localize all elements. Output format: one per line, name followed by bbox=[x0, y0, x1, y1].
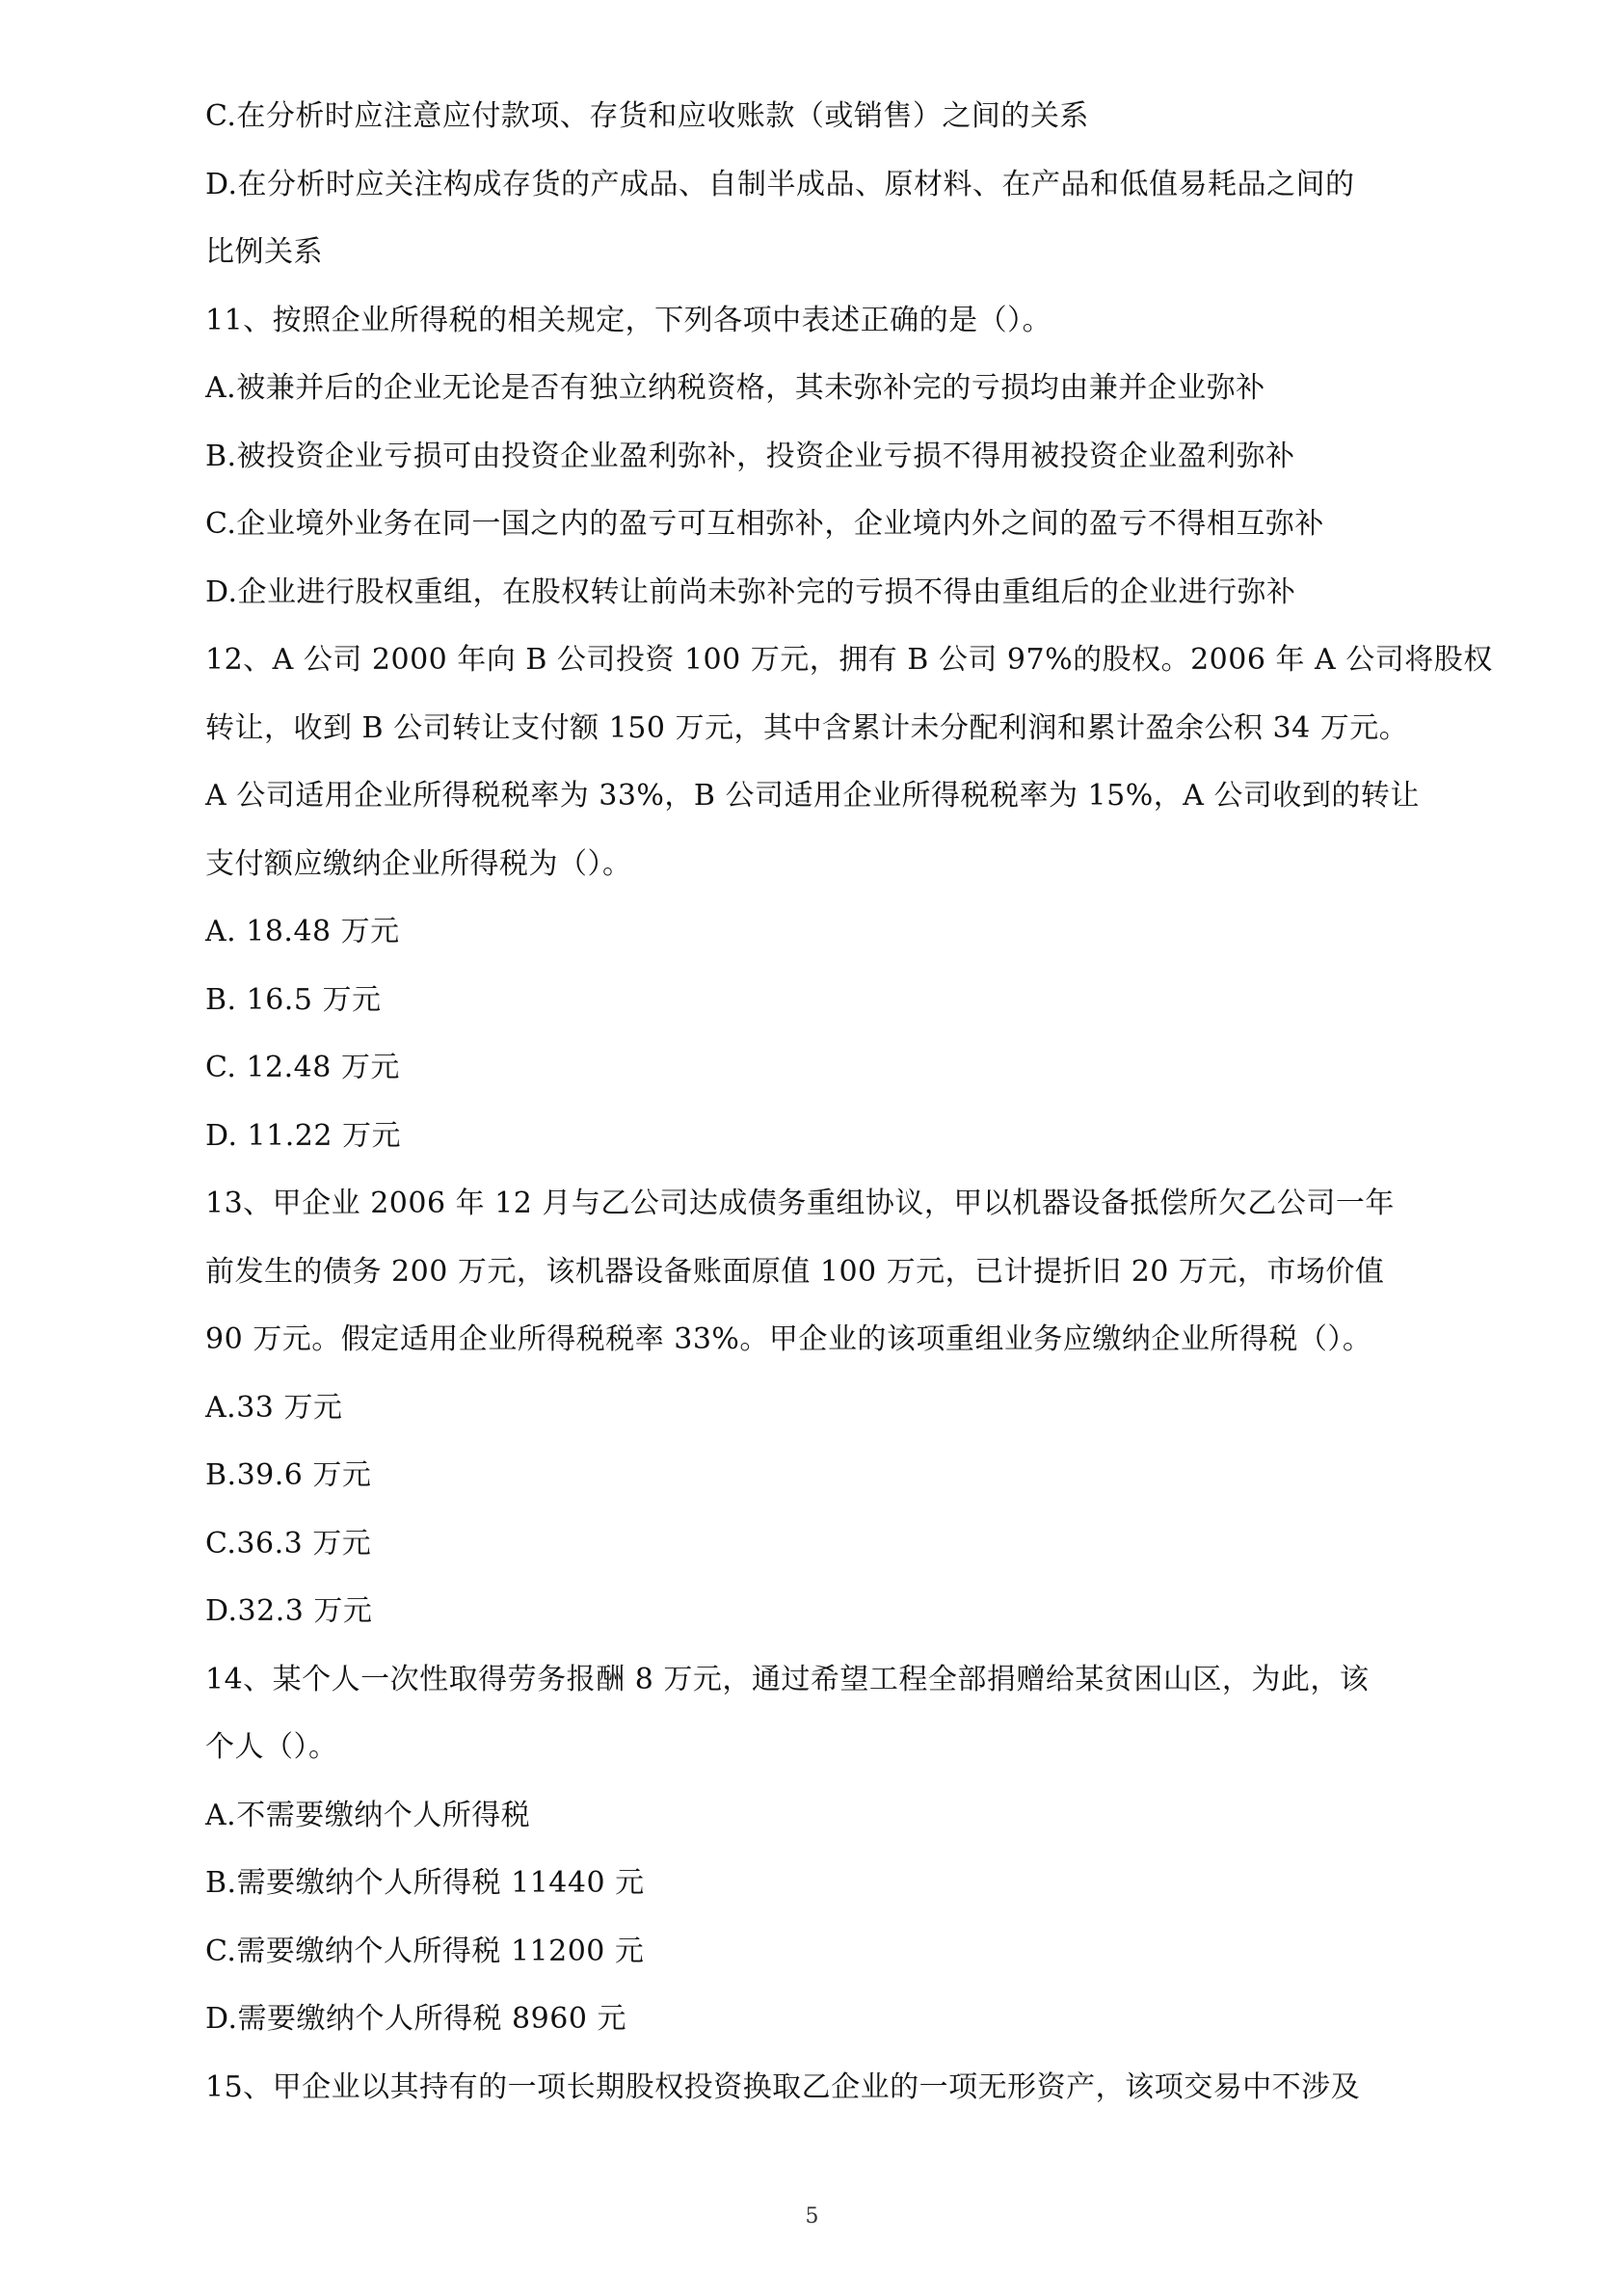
text-line-option-d-q10-cont: 比例关系 bbox=[205, 235, 323, 269]
question-12-stem-line-1: 12、A 公司 2000 年向 B 公司投资 100 万元，拥有 B 公司 97%的股权。2006 年 A 公司将股权 bbox=[205, 643, 1493, 677]
question-13-stem-line-2: 前发生的债务 200 万元，该机器设备账面原值 100 万元，已计提折旧 20 万元，市场价值 bbox=[205, 1254, 1385, 1289]
question-13-option-c: C.36.3 万元 bbox=[205, 1526, 372, 1561]
question-14-option-c: C.需要缴纳个人所得税 11200 元 bbox=[205, 1934, 645, 1968]
page-body bbox=[205, 83, 1493, 2122]
question-11-stem: 11、按照企业所得税的相关规定，下列各项中表述正确的是（）。 bbox=[205, 303, 1052, 337]
question-14-stem-line-1: 14、某个人一次性取得劳务报酬 8 万元，通过希望工程全部捐赠给某贫困山区，为此，该 bbox=[205, 1662, 1370, 1696]
question-11-option-b: B.被投资企业亏损可由投资企业盈利弥补，投资企业亏损不得用被投资企业盈利弥补 bbox=[205, 439, 1295, 473]
question-14-stem-line-2: 个人（）。 bbox=[205, 1730, 338, 1764]
question-12-stem-line-2: 转让，收到 B 公司转让支付额 150 万元，其中含累计未分配利润和累计盈余公积 34 万元。 bbox=[205, 710, 1409, 745]
question-13-option-b: B.39.6 万元 bbox=[205, 1458, 372, 1492]
page-number: 5 bbox=[805, 2204, 819, 2228]
question-13-stem-line-3: 90 万元。假定适用企业所得税税率 33%。甲企业的该项重组业务应缴纳企业所得税（）。 bbox=[205, 1322, 1372, 1356]
question-11-option-c: C.企业境外业务在同一国之内的盈亏可互相弥补，企业境内外之间的盈亏不得相互弥补 bbox=[205, 507, 1324, 541]
question-13-stem-line-1: 13、甲企业 2006 年 12 月与乙公司达成债务重组协议，甲以机器设备抵偿所欠乙公司一年 bbox=[205, 1187, 1395, 1220]
question-12-stem-line-3: A 公司适用企业所得税税率为 33%，B 公司适用企业所得税税率为 15%，A 公司收到的转让 bbox=[205, 779, 1420, 813]
question-12-option-a: A. 18.48 万元 bbox=[205, 915, 400, 948]
question-15-stem-line-1: 15、甲企业以其持有的一项长期股权投资换取乙企业的一项无形资产，该项交易中不涉及 bbox=[205, 2069, 1361, 2104]
text-line-option-c-q10: C.在分析时应注意应付款项、存货和应收账款（或销售）之间的关系 bbox=[205, 99, 1089, 133]
question-14-option-d: D.需要缴纳个人所得税 8960 元 bbox=[205, 2002, 626, 2036]
question-11-option-d: D.企业进行股权重组，在股权转让前尚未弥补完的亏损不得由重组后的企业进行弥补 bbox=[205, 574, 1296, 609]
question-13-option-a: A.33 万元 bbox=[205, 1390, 343, 1425]
question-14-option-a: A.不需要缴纳个人所得税 bbox=[205, 1798, 531, 1832]
text-line-option-d-q10: D.在分析时应关注构成存货的产成品、自制半成品、原材料、在产品和低值易耗品之间的 bbox=[205, 167, 1355, 201]
question-12-stem-line-4: 支付额应缴纳企业所得税为（）。 bbox=[205, 846, 632, 881]
question-13-option-d: D.32.3 万元 bbox=[205, 1594, 373, 1628]
question-14-option-b: B.需要缴纳个人所得税 11440 元 bbox=[205, 1866, 645, 1900]
question-12-option-d: D. 11.22 万元 bbox=[205, 1118, 401, 1153]
question-12-option-c: C. 12.48 万元 bbox=[205, 1051, 400, 1084]
question-12-option-b: B. 16.5 万元 bbox=[205, 982, 382, 1017]
question-11-option-a: A.被兼并后的企业无论是否有独立纳税资格，其未弥补完的亏损均由兼并企业弥补 bbox=[205, 371, 1265, 405]
